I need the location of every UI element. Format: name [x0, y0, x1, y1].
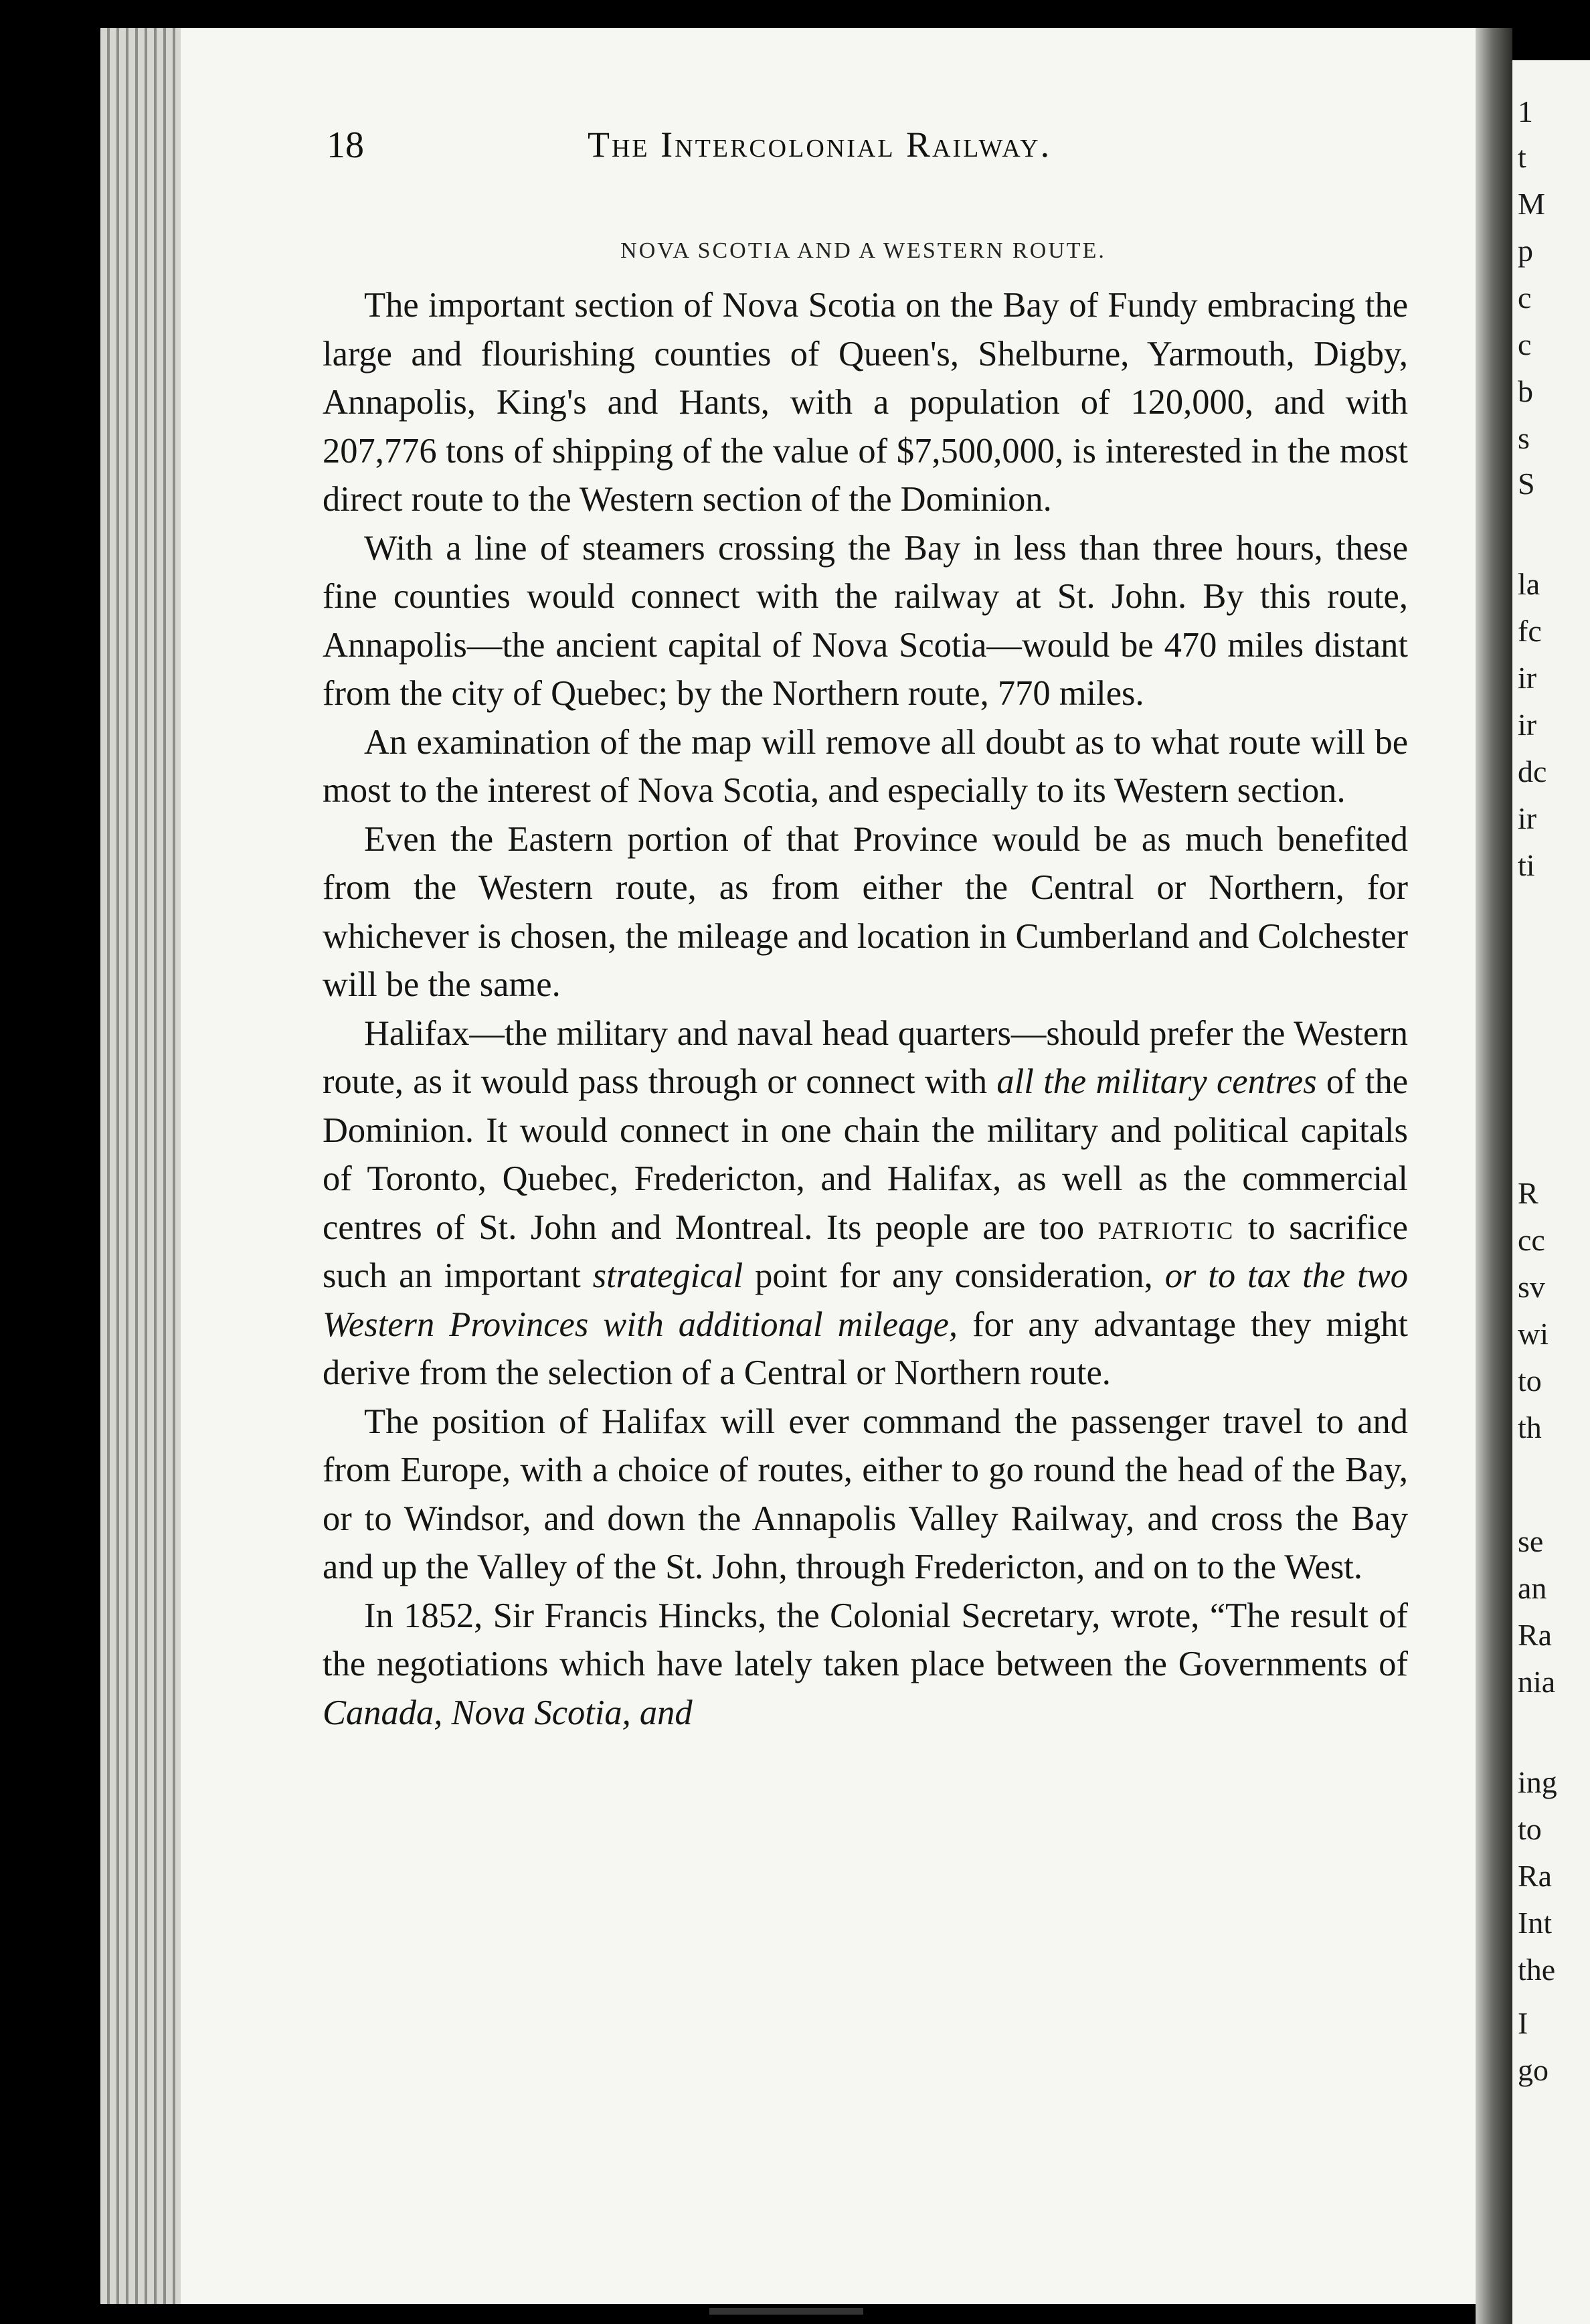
text-run: Halifax—the military and naval head quarters—should prefer the Western route, as it would pass through or connect with	[323, 1013, 1408, 1101]
facing-page-text: an	[1518, 1571, 1547, 1605]
italic-phrase: all the military centres	[996, 1062, 1317, 1101]
facing-page-text: Int	[1518, 1906, 1553, 1940]
facing-page-text: Ra	[1518, 1618, 1553, 1652]
facing-page-text: dc	[1518, 754, 1547, 788]
paragraph	[323, 1592, 1408, 1738]
facing-page-text: c	[1518, 280, 1532, 315]
facing-page-text: 1	[1518, 94, 1533, 129]
page-number: 18	[327, 124, 364, 166]
paragraph: An examination of the map will remove all doubt as to what route will be most to the interest of Nova Scotia, and especially to its Western section.	[323, 722, 1408, 810]
facing-page-text: S	[1518, 467, 1535, 501]
facing-page-text: wi	[1518, 1317, 1549, 1351]
facing-page-text: sv	[1518, 1270, 1545, 1304]
facing-page-text: ing	[1518, 1765, 1557, 1799]
facing-page-text: ir	[1518, 801, 1537, 835]
scan-artifact	[709, 2308, 863, 2315]
facing-page-text: b	[1518, 374, 1533, 408]
facing-page-text: I	[1518, 2006, 1528, 2040]
facing-page-text: p	[1518, 234, 1533, 268]
facing-page-text: to	[1518, 1363, 1542, 1398]
facing-page-text: Ra	[1518, 1859, 1553, 1893]
facing-page-text: th	[1518, 1410, 1542, 1444]
book-gutter	[1476, 28, 1512, 2324]
section-heading: NOVA SCOTIA AND A WESTERN ROUTE.	[620, 238, 1106, 263]
text-run: In 1852, Sir Francis Hincks, the Colonial Secretary, wrote, “The result of the negotiations which have lately taken place between the Governments of	[323, 1596, 1408, 1683]
italic-phrase: Canada, Nova Scotia, and	[323, 1693, 693, 1732]
page-edges	[100, 28, 181, 2304]
facing-page-text: t	[1518, 140, 1526, 174]
text-run: to sacrifice such an important	[323, 1208, 1408, 1295]
italic-phrase: or to tax the two Western Provinces with additional mileage,	[323, 1256, 1408, 1344]
facing-page-text: ti	[1518, 848, 1535, 882]
running-title: The Intercolonial Railway.	[588, 124, 1052, 165]
paragraph: Even the Eastern portion of that Province would be as much benefited from the Western route, as from either the Central or Northern, for whichever is chosen, the mileage and location in Cumberland and Colchester will be the same.	[323, 819, 1408, 1004]
paragraph: The important section of Nova Scotia on the Bay of Fundy embracing the large and flourishing counties of Queen's, Shelburne, Yarmouth, Digby, Annapolis, King's and Hants, with a population of 120,000, and with 207,776 tons of shipping of the value of $7,500,000, is interested in the most direct route to the Western section of the Dominion.	[323, 286, 1408, 519]
facing-page-text: M	[1518, 187, 1545, 221]
text-run: for any advantage they might derive from the selection of a Central or Northern route.	[323, 1305, 1408, 1392]
facing-page-fragment	[1512, 60, 1590, 2324]
page-header	[327, 124, 1156, 171]
italic-phrase: strategical	[592, 1256, 743, 1295]
facing-page-text: se	[1518, 1524, 1544, 1558]
facing-page-text: cc	[1518, 1223, 1545, 1257]
facing-page-text: s	[1518, 421, 1530, 455]
paragraph: The position of Halifax will ever command the passenger travel to and from Europe, with a choice of routes, either to go round the head of the Bay, or to Windsor, and down the Annapolis Valley Railway, and cross the Bay and up the Valley of the St. John, through Fredericton, and on to the West.	[323, 1402, 1408, 1586]
facing-page-text: the	[1518, 1953, 1556, 1987]
paragraph: With a line of steamers crossing the Bay in less than three hours, these fine counties would connect with the railway at St. John. By this route, Annapolis—the ancient capital of Nova Scotia—would be 470 miles distant from the city of Quebec; by the Northern route, 770 miles.	[323, 528, 1408, 713]
paragraph	[323, 1009, 1408, 1398]
small-caps-word: patriotic	[1097, 1208, 1235, 1247]
facing-page-text: go	[1518, 2053, 1549, 2087]
text-run: of the Dominion. It would connect in one chain the military and political capitals of Toronto, Quebec, Fredericton, and Halifax, as well as the commercial centres of St. John and Montreal. Its people are too	[323, 1062, 1408, 1247]
facing-page-text: ir	[1518, 708, 1537, 742]
facing-page-text: la	[1518, 567, 1540, 601]
facing-page-text: nia	[1518, 1665, 1556, 1699]
facing-page-text: to	[1518, 1812, 1542, 1846]
body-text	[323, 281, 1408, 1737]
facing-page-text: ir	[1518, 661, 1537, 695]
facing-page-text: fc	[1518, 614, 1542, 648]
text-run: point for any consideration,	[743, 1256, 1165, 1295]
facing-page-text: c	[1518, 327, 1532, 361]
facing-page-text: R	[1518, 1176, 1538, 1210]
